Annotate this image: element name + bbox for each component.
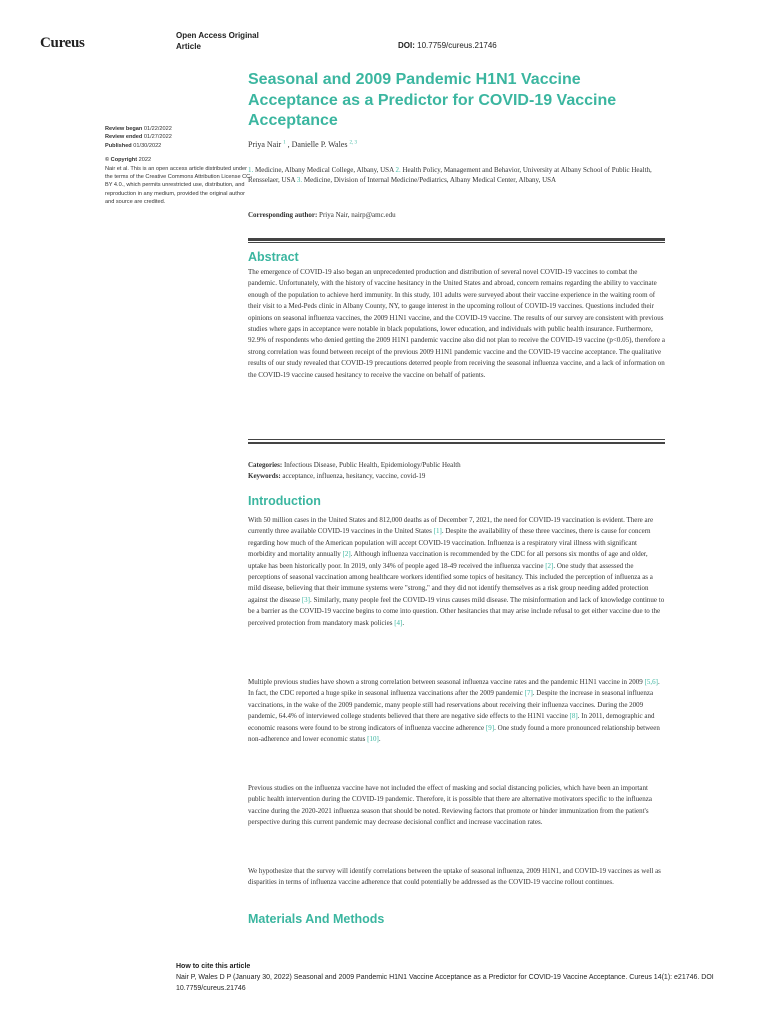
doi	[398, 41, 497, 50]
article-type-line2: Article	[176, 42, 201, 51]
review-ended-label: Review ended	[105, 134, 143, 141]
affiliation-text: Medicine, Division of Internal Medicine/Pediatrics, Albany Medical Center, Albany, USA	[302, 176, 557, 185]
keywords-value: acceptance, influenza, hesitancy, vaccine, covid-19	[280, 471, 426, 480]
review-began-label: Review began	[105, 126, 143, 132]
journal-logo: Cureus	[40, 35, 85, 51]
text-run: With 50 million cases in the United States and 812,000 deaths as of December 7, 2021, the need for COVID-19 vaccination is evident. There are currently three available COVID-19 vaccines in the United States	[248, 516, 654, 536]
citation-label: How to cite this article	[176, 963, 251, 970]
text-run: . In fact, the CDC reported a huge spike in seasonal influenza vaccinations after the 2009 pandemic	[248, 678, 660, 698]
text-run: . Despite the increase in seasonal influenza vaccinations, in the wake of the 2009 pandemic, many people still had reservations about receiving their influenza vaccines. During the 2009 pandemic, 64.4% of interviewed college students believed that there are negative side effects to the H1N1 vaccine	[248, 689, 654, 721]
categories-value: Infectious Disease, Public Health, Epidemiology/Public Health	[282, 461, 461, 469]
corresponding-author-value[interactable]: Priya Nair, nairp@amc.edu	[317, 211, 396, 219]
corresponding-author-label: Corresponding author:	[248, 211, 318, 219]
published-date: 01/30/2022	[133, 142, 162, 149]
abstract-bottom-divider	[248, 439, 665, 440]
doi-value[interactable]: 10.7759/cureus.21746	[417, 41, 497, 50]
methods-heading: Materials And Methods	[248, 912, 385, 926]
reference-link[interactable]: [2]	[545, 561, 554, 570]
article-title: Seasonal and 2009 Pandemic H1N1 Vaccine Acceptance as a Predictor for COVID-19 Vaccine Acceptance	[248, 71, 617, 129]
author-2-affiliation: 2, 3	[349, 140, 357, 146]
copyright-year: 2022	[138, 157, 152, 164]
citation-footer	[176, 962, 756, 994]
affiliation-number: 2.	[395, 166, 401, 174]
reference-link[interactable]: [4]	[394, 618, 403, 627]
introduction-heading: Introduction	[248, 494, 321, 508]
affiliation-number: 3.	[296, 176, 303, 185]
reference-link[interactable]: [9]	[485, 723, 495, 732]
text-run: .	[378, 735, 381, 744]
affiliation-text: Medicine, Albany Medical College, Albany, USA	[253, 166, 396, 174]
author-separator: ,	[285, 140, 292, 149]
abstract-bottom-divider-thick	[248, 442, 665, 445]
abstract-text: The emergence of COVID-19 also began an unprecedented production and distribution of several novel COVID-19 vaccines to combat the pandemic. Unfortunately, with the history of vaccine hesitancy in the United States and abroad, concern remains regarding the ability to vaccinate enough of the population to achieve herd immunity. In this study, 101 adults were surveyed about their vaccine experience in the waiting room of their visit to a Med-Peds clinic in Albany County, NY, to gauge interest in the upcoming rollout of COVID-19 vaccines. Questions included their opinions on seasonal influenza vaccines, the 2009 H1N1 vaccine, and the COVID-19 vaccine. The results of our survey are consistent with previous studies where gaps in acceptance were notable in black populations, lower education, and individuals with public health insurance. Furthermore, 92.9% of respondents who denied getting the 2009 H1N1 pandemic vaccine also did not plan to receive the COVID-19 vaccine (p<0.05), therefore a strong correlation was found between receipt of the previous 2009 H1N1 pandemic vaccine and the COVID-19 vaccine acceptance. The qualitative results of our study revealed that COVID-19 precautions deterred people from receiving the seasonal influenza vaccine, and a lack of information on the COVID-19 vaccine caused hesitancy to receive the vaccine on behalf of patients.	[248, 268, 666, 379]
text-run: . One study that assessed the perceptions of seasonal vaccination among healthcare workers identified some topics of hesitancy. This included the perception of influenza as a mild disease, believing that their immune systems were "strong," and they did not identify themselves as a risk group needing added protection against the disease	[248, 561, 653, 604]
reference-link[interactable]: [5,6]	[644, 678, 658, 686]
reference-link[interactable]: [10]	[367, 735, 379, 744]
text-run: . One study found a more pronounced relationship between non-adherence and lower economic status	[248, 723, 660, 744]
abstract-top-divider	[248, 238, 665, 241]
author-1[interactable]: Priya Nair	[248, 140, 282, 149]
affiliation-number: 1.	[248, 166, 254, 174]
text-run: .	[402, 618, 405, 627]
review-ended-date: 01/27/2022	[143, 134, 172, 141]
introduction-paragraph-2	[248, 677, 665, 745]
text-run: . Despite the availability of these three vaccines, there is cause for concern regarding how much of the American population will accept COVID-19 vaccination. Influenza is a respiratory viral illness with significant morbidity and mortality annually	[248, 527, 651, 559]
review-began-date: 01/22/2022	[143, 126, 172, 132]
article-type-line1: Open Access Original	[176, 31, 259, 40]
reference-link[interactable]: [1]	[433, 527, 442, 536]
reference-link[interactable]: [7]	[524, 689, 533, 698]
categories-label: Categories:	[248, 461, 283, 469]
affiliation-text: Health Policy, Management and Behavior, University at Albany School of Public Health, Rensselaer, USA	[248, 166, 652, 185]
authors	[248, 140, 357, 149]
abstract-top-divider-thin	[248, 242, 665, 243]
article-type	[176, 30, 296, 52]
affiliations	[248, 165, 666, 186]
author-2[interactable]: Danielle P. Wales	[291, 140, 348, 149]
introduction-paragraph-4: We hypothesize that the survey will identify correlations between the uptake of seasonal influenza, 2009 H1N1, and COVID-19 vaccines as well as disparities in terms of influenza vaccine adherence that could potentially be addressed as the COVID-19 vaccine rollout continues.	[248, 867, 661, 887]
reference-link[interactable]: [8]	[569, 712, 578, 721]
introduction-paragraph-3: Previous studies on the influenza vaccine have not included the effect of masking and social distancing policies, which have been an important public health intervention during the COVID-19 pandemic. Therefore, it is possible that there are alternative motivators specific to the influenza vaccine during the 2020-2021 influenza season that should be noted. Reviewing factors that promote or hinder immunization from the patient's perspective during this current pandemic may decrease decisional conflict and increase vaccination rates.	[248, 784, 652, 827]
sidebar-metadata	[105, 125, 255, 207]
published-label: Published	[105, 142, 132, 149]
copyright-label: © Copyright	[105, 157, 138, 164]
categories-keywords	[248, 460, 461, 481]
doi-label: DOI:	[398, 41, 415, 50]
keywords-label: Keywords:	[248, 471, 281, 480]
license-text: Nair et al. This is an open access article distributed under the terms of the Creative Commons Attribution License CC-BY 4.0., which permits unrestricted use, distribution, and reproduction in any medium, provided the original author and source are credited.	[105, 165, 253, 206]
text-run: . Although influenza vaccination is recommended by the CDC for all persons six months of age and older, uptake has been historically poor. In 2019, only 34% of people aged 18-49 received the influenza vaccine	[248, 550, 648, 570]
abstract-heading: Abstract	[248, 250, 299, 264]
text-run: . In 2011, demographic and economic reasons were found to be strong indicators of influenza vaccine adherence	[248, 712, 655, 732]
reference-link[interactable]: [2]	[342, 550, 351, 559]
introduction-paragraph-1	[248, 515, 665, 629]
corresponding-author	[248, 211, 396, 219]
author-1-affiliation: 1	[283, 140, 286, 146]
citation-text: Nair P, Wales D P (January 30, 2022) Seasonal and 2009 Pandemic H1N1 Vaccine Acceptance as a Predictor for COVID-19 Vaccine Acceptance. Cureus 14(1): e21746. DOI 10.7759/cureus.21746	[176, 973, 714, 992]
reference-link[interactable]: [3]	[301, 595, 311, 604]
text-run: Multiple previous studies have shown a strong correlation between seasonal influenza vaccine rates and the pandemic H1N1 vaccine in 2009	[248, 678, 645, 686]
text-run: . Similarly, many people feel the COVID-19 virus causes mild disease. The misinformation and lack of knowledge continue to be a barrier as the COVID-19 vaccine begins to come into question. Other hesitancies that may arise include refusal to get either vaccine due to the perceived protection from mandatory mask policies	[248, 595, 665, 627]
